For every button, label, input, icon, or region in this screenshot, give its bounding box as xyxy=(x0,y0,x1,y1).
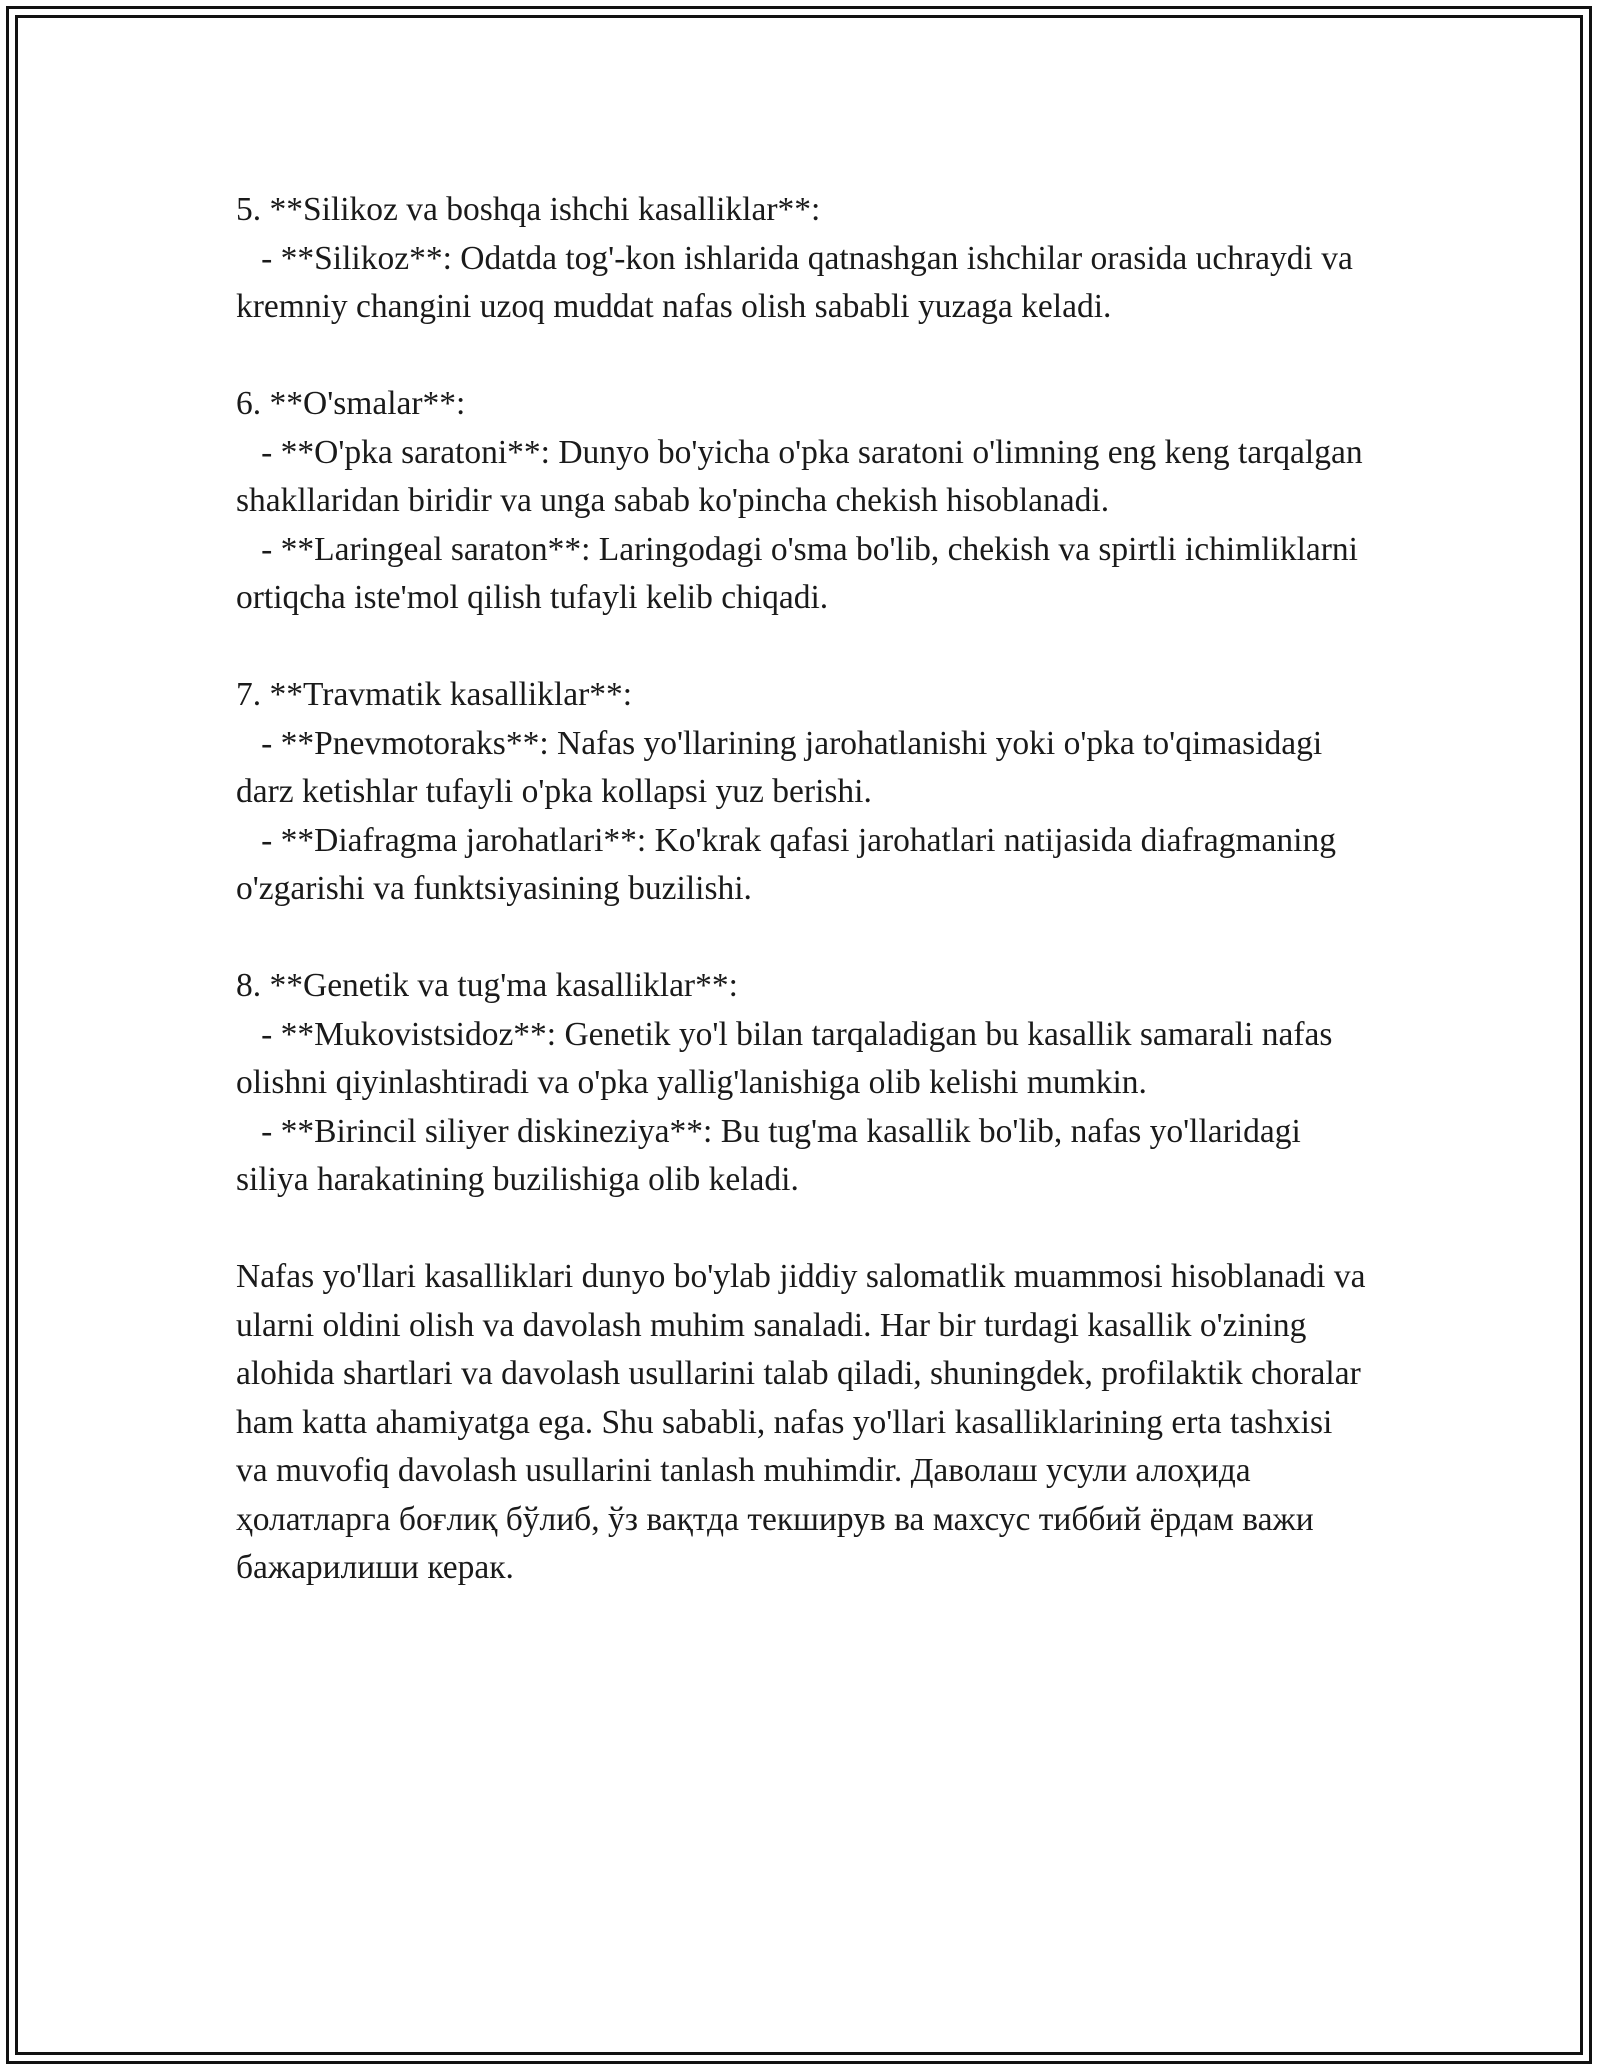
section-heading: 5. **Silikoz va boshqa ishchi kasalliklar**: xyxy=(236,191,821,228)
section-heading: 6. **O'smalar**: xyxy=(236,385,466,422)
document-body xyxy=(236,186,1366,1593)
list-item: - **O'pka saratoni**: Dunyo bo'yicha o'pka saratoni o'limning eng keng tarqalgan shakllaridan biridir va unga sabab ko'pincha chekish hisoblanadi. xyxy=(236,433,1363,519)
list-item: - **Diafragma jarohatlari**: Ko'krak qafasi jarohatlari natijasida diafragmaning o'zgarishi va funktsiyasining buzilishi. xyxy=(236,821,1336,907)
list-item-text: **Diafragma jarohatlari**: Ko'krak qafasi jarohatlari natijasida diafragmaning o'zgarishi va funktsiyasining buzilishi. xyxy=(236,821,1336,907)
list-item: - **Laringeal saraton**: Laringodagi o'sma bo'lib, chekish va spirtli ichimliklarni ortiqcha iste'mol qilish tufayli kelib chiqadi. xyxy=(236,530,1358,616)
list-item-text: **Pnevmotoraks**: Nafas yo'llarining jarohatlanishi yoki o'pka to'qimasidagi darz ketishlar tufayli o'pka kollapsi yuz berishi. xyxy=(236,724,1323,810)
list-item-text: **Laringeal saraton**: Laringodagi o'sma bo'lib, chekish va spirtli ichimliklarni ortiqcha iste'mol qilish tufayli kelib chiqadi. xyxy=(236,530,1358,616)
list-item-text: **Silikoz**: Odatda tog'-kon ishlarida qatnashgan ishchilar orasida uchraydi va kremniy changini uzoq muddat nafas olish sababli yuzaga keladi. xyxy=(236,239,1353,325)
section-heading: 7. **Travmatik kasalliklar**: xyxy=(236,676,633,713)
list-item: - **Birincil siliyer diskineziya**: Bu tug'ma kasallik bo'lib, nafas yo'llaridagi siliya harakatining buzilishiga olib keladi. xyxy=(236,1112,1301,1198)
section-genetik xyxy=(236,962,1366,1205)
list-item: - **Silikoz**: Odatda tog'-kon ishlarida qatnashgan ishchilar orasida uchraydi va kremniy changini uzoq muddat nafas olish sababli yuzaga keladi. xyxy=(236,239,1353,325)
section-silikoz xyxy=(236,186,1366,332)
list-item-text: **Birincil siliyer diskineziya**: Bu tug'ma kasallik bo'lib, nafas yo'llaridagi siliya harakatining buzilishiga olib keladi. xyxy=(236,1112,1301,1198)
section-travmatik xyxy=(236,671,1366,914)
list-item: - **Mukovistsidoz**: Genetik yo'l bilan tarqaladigan bu kasallik samarali nafas olishni qiyinlashtiradi va o'pka yallig'lanishiga olib kelishi mumkin. xyxy=(236,1015,1333,1101)
section-heading: 8. **Genetik va tug'ma kasalliklar**: xyxy=(236,967,738,1004)
closing-paragraph: Nafas yo'llari kasalliklari dunyo bo'ylab jiddiy salomatlik muammosi hisoblanadi va ularni oldini olish va davolash muhim sanaladi. Har bir turdagi kasallik o'zining alohida shartlari va davolash usullarini talab qiladi, shuningdek, profilaktik choralar ham katta ahamiyatga ega. Shu sababli, nafas yo'llari kasalliklarining erta tashxisi va muvofiq davolash usullarini tanlash muhimdir. Даволаш усули алоҳида ҳолатларга боғлиқ бўлиб, ўз вақтда текширув ва махсус тиббий ёрдам важи бажарилиши керак. xyxy=(236,1258,1366,1586)
section-osmalar xyxy=(236,380,1366,623)
list-item: - **Pnevmotoraks**: Nafas yo'llarining jarohatlanishi yoki o'pka to'qimasidagi darz ketishlar tufayli o'pka kollapsi yuz berishi. xyxy=(236,724,1323,810)
list-item-text: **Mukovistsidoz**: Genetik yo'l bilan tarqaladigan bu kasallik samarali nafas olishni qiyinlashtiradi va o'pka yallig'lanishiga olib kelishi mumkin. xyxy=(236,1015,1333,1101)
list-item-text: **O'pka saratoni**: Dunyo bo'yicha o'pka saratoni o'limning eng keng tarqalgan shakllaridan biridir va unga sabab ko'pincha chekish hisoblanadi. xyxy=(236,433,1363,519)
